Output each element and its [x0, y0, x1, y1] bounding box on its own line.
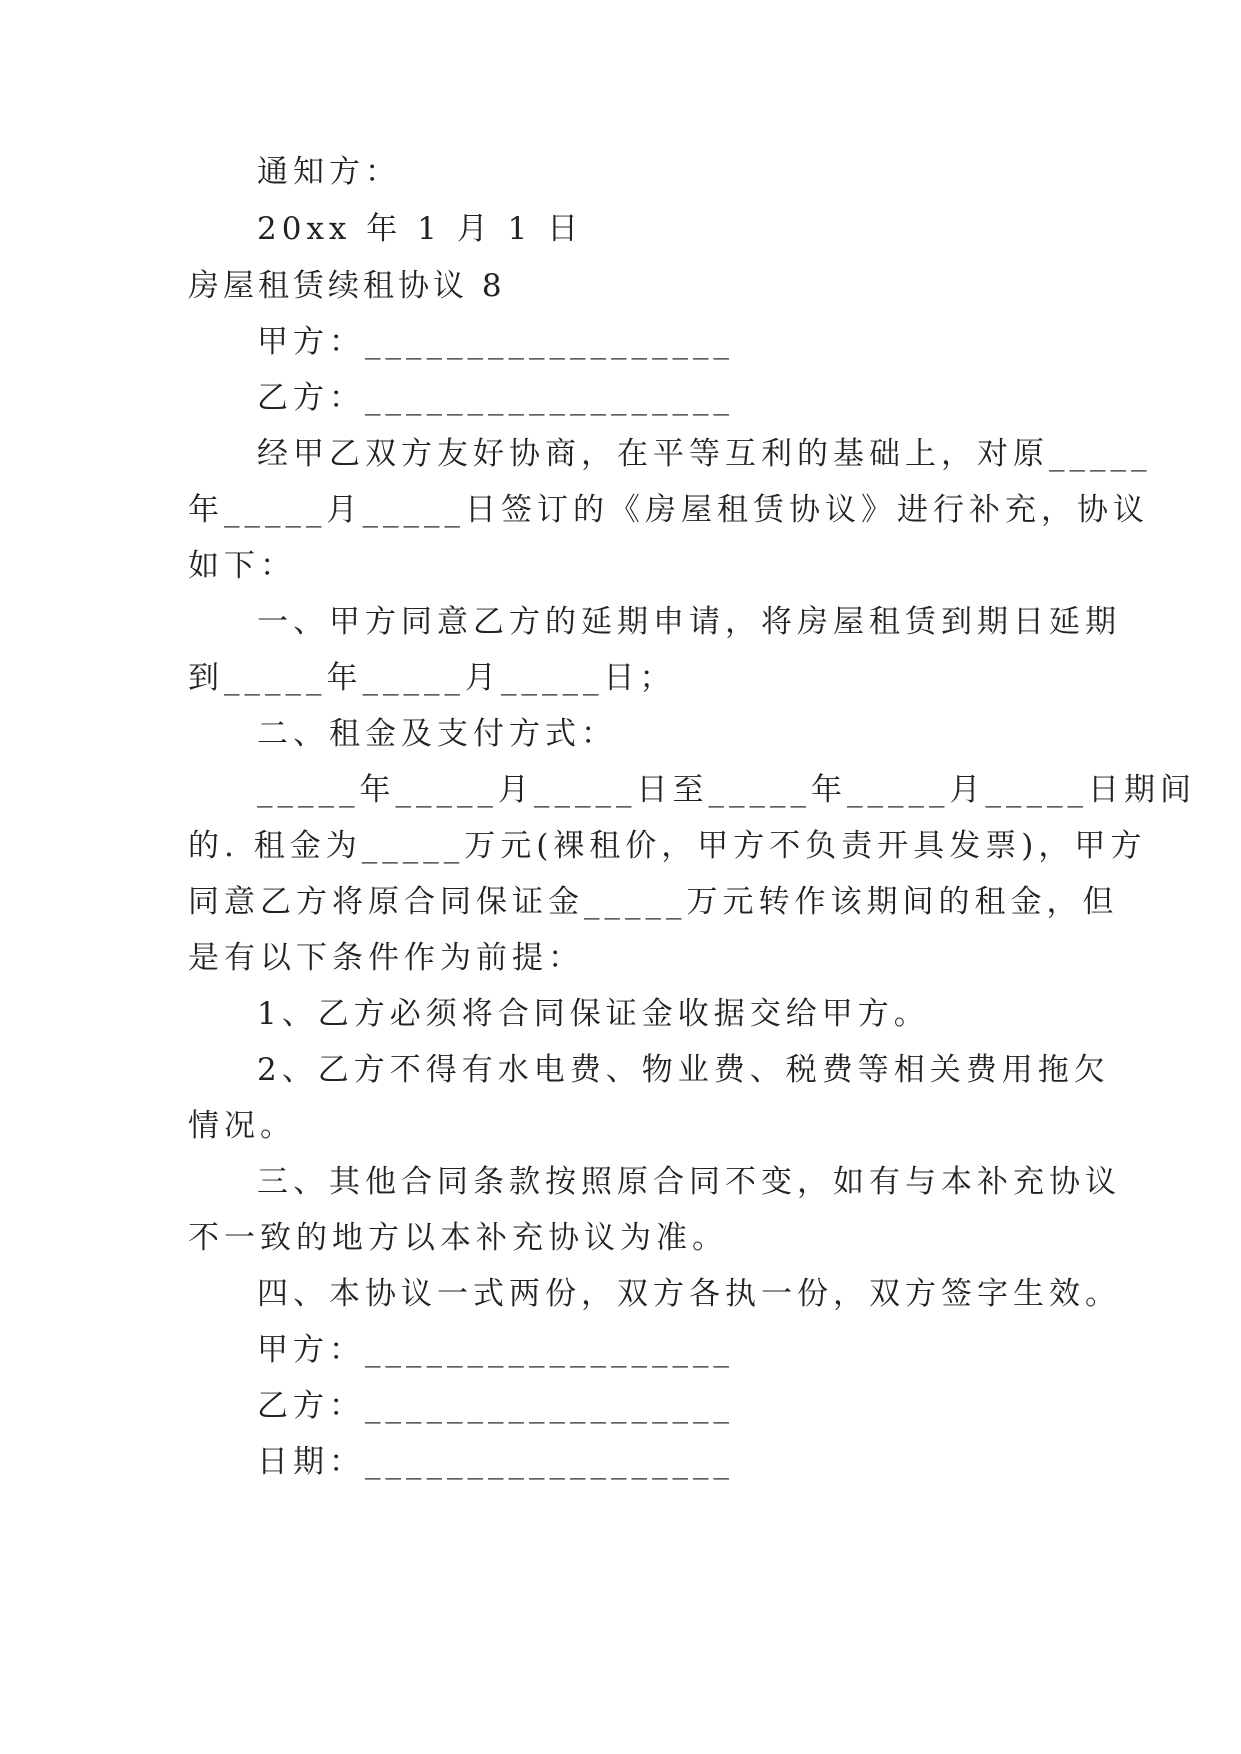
notifier-line: 通知方： — [257, 154, 401, 190]
clause-2-line-4: 是有以下条件作为前提： — [188, 940, 584, 976]
clause-3-line-2: 不一致的地方以本补充协议为准。 — [188, 1220, 728, 1256]
signature-party-b: 乙方：__________________ — [257, 1388, 734, 1424]
clause-1-line-1: 一、甲方同意乙方的延期申请，将房屋租赁到期日延期 — [257, 604, 1121, 640]
agreement-title: 房屋租赁续租协议 8 — [188, 268, 506, 304]
preamble-line-3: 如下： — [188, 548, 296, 584]
clause-4: 四、本协议一式两份，双方各执一份，双方签字生效。 — [257, 1276, 1121, 1312]
condition-2-line-2: 情况。 — [188, 1108, 296, 1144]
preamble-line-2: 年_____月_____日签订的《房屋租赁协议》进行补充，协议 — [188, 492, 1149, 528]
signature-party-a: 甲方：__________________ — [257, 1332, 734, 1368]
clause-1-line-2: 到_____年_____月_____日； — [188, 660, 676, 696]
date-line: 20xx 年 1 月 1 日 — [257, 211, 584, 247]
party-b-line: 乙方：__________________ — [257, 380, 734, 416]
party-a-line: 甲方：__________________ — [257, 324, 734, 360]
clause-2-line-2: 的. 租金为_____万元(裸租价，甲方不负责开具发票)，甲方 — [188, 828, 1147, 864]
condition-2-line-1: 2、乙方不得有水电费、物业费、税费等相关费用拖欠 — [257, 1052, 1110, 1088]
condition-1: 1、乙方必须将合同保证金收据交给甲方。 — [257, 996, 930, 1032]
clause-3-line-1: 三、其他合同条款按照原合同不变，如有与本补充协议 — [257, 1164, 1121, 1200]
preamble-line-1: 经甲乙双方友好协商，在平等互利的基础上，对原_____ — [257, 436, 1152, 472]
clause-2-line-3: 同意乙方将原合同保证金_____万元转作该期间的租金，但 — [188, 884, 1119, 920]
clause-2-heading: 二、租金及支付方式： — [257, 716, 617, 752]
signature-date: 日期：__________________ — [257, 1444, 734, 1480]
clause-2-line-1: _____年_____月_____日至_____年_____月_____日期间 — [257, 772, 1196, 808]
